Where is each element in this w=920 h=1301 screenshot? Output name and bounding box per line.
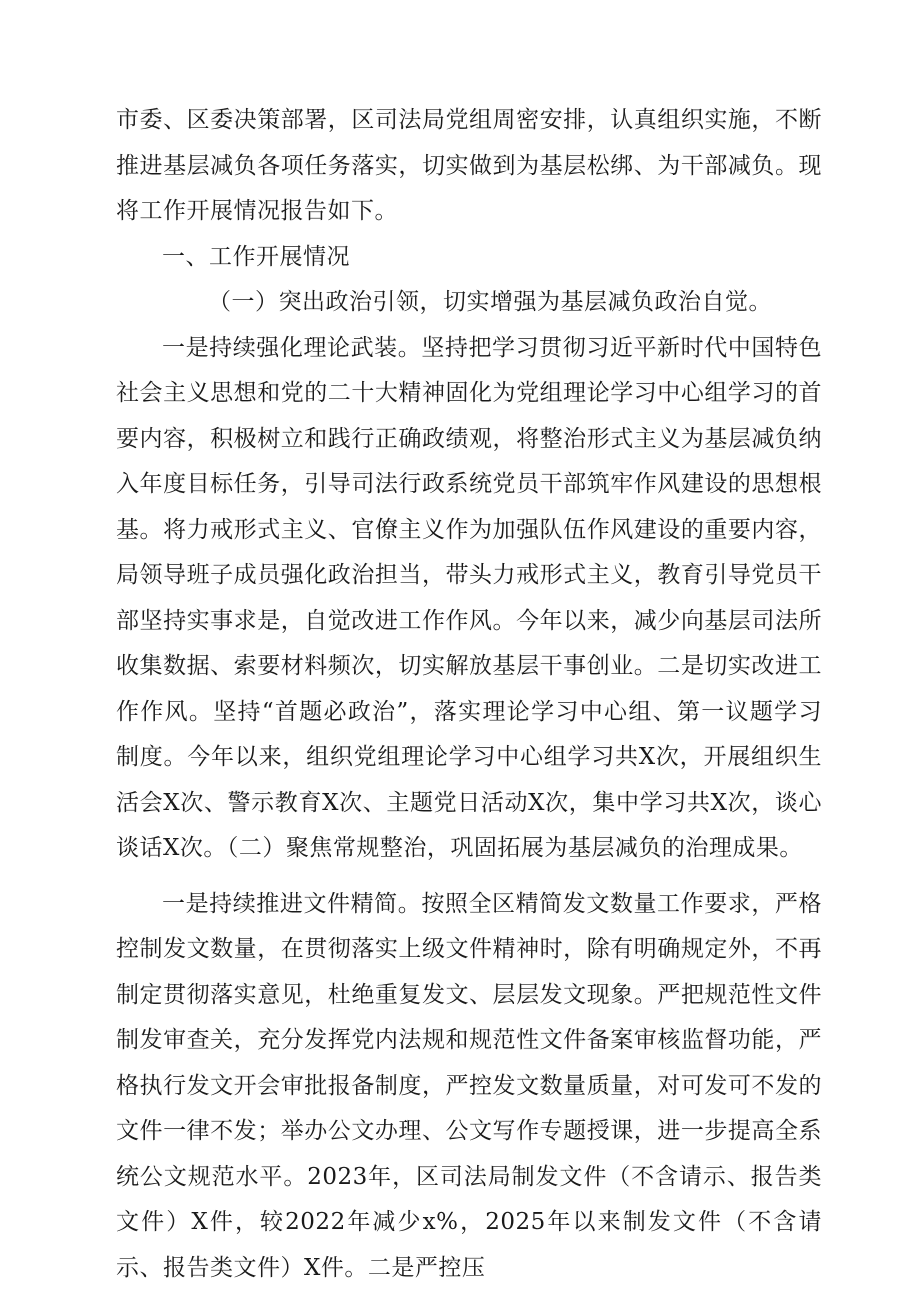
paragraph-body-1: 一是持续强化理论武装。坚持把学习贯彻习近平新时代中国特色社会主义思想和党的二十大精神固化为党组理论学习中心组学习的首要内容，积极树立和践行正确政绩观，将整治形式主义为基层减负纳入年度目标任务，引导司法行政系统党员干部筑牢作风建设的思想根基。将力戒形式主义、官僚主义作为加强队伍作风建设的重要内容，局领导班子成员强化政治担当，带头力戒形式主义，教育引导党员干部坚持实事求是，自觉改进工作作风。今年以来，减少向基层司法所收集数据、索要材料频次，切实解放基层干事创业。二是切实改进工作作风。坚持“首题必政治”，落实理论学习中心组、第一议题学习制度。今年以来，组织党组理论学习中心组学习共X次，开展组织生活会X次、警示教育X次、主题党日活动X次，集中学习共X次，谈心谈话X次。（二）聚焦常规整治，巩固拓展为基层减负的治理成果。 bbox=[116, 334, 822, 861]
subsection-heading: （一）突出政治引领，切实增强为基层减负政治自觉。 bbox=[208, 289, 772, 315]
document-body bbox=[116, 98, 822, 1291]
paragraph-body-2: 一是持续推进文件精简。按照全区精简发文数量工作要求，严格控制发文数量，在贯彻落实上级文件精神时，除有明确规定外，不再制定贯彻落实意见，杜绝重复发文、层层发文现象。严把规范性文件制发审查关，充分发挥党内法规和规范性文件备案审核监督功能，严格执行发文开会审批报备制度，严控发文数量质量，对可发可不发的文件一律不发；举办公文办理、公文写作专题授课，进一步提高全系统公文规范水平。2023年，区司法局制发文件（不含请示、报告类文件）X件，较2022年减少x%，2025年以来制发文件（不含请示、报告类文件）X件。二是严控压 bbox=[116, 890, 822, 1281]
paragraph-gap bbox=[116, 872, 822, 882]
section-heading: 一、工作开展情况 bbox=[162, 243, 350, 270]
paragraph-intro: 市委、区委决策部署，区司法局党组周密安排，认真组织实施，不断推进基层减负各项任务落实，切实做到为基层松绑、为干部减负。现将工作开展情况报告如下。 bbox=[116, 107, 822, 224]
